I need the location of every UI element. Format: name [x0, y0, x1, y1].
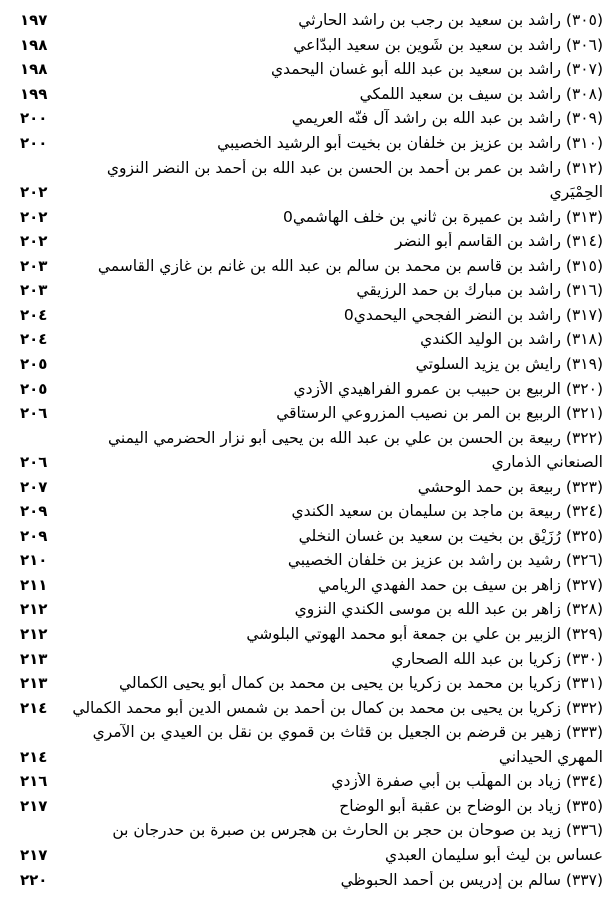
entry-text: (٣٣٤) زياد بن المهلّب بن أبي صفرة الأزدي	[331, 772, 603, 791]
entry-text: (٣١٢) راشد بن عمر بن أحمد بن الحسن بن عبد الله بن أحمد بن النضر النزوي	[106, 158, 603, 177]
index-entry-row	[12, 474, 603, 499]
index-entry-row	[12, 33, 603, 58]
index-entry-row	[12, 843, 603, 868]
page-number: ٢٢٠	[20, 870, 48, 889]
entry-text: (٣٢٠) الربيع بن حبيب بن عمرو الفراهيدي الأزدي	[293, 379, 603, 398]
index-entry-row	[12, 180, 603, 205]
index-entry-row	[12, 622, 603, 647]
index-entry-row	[12, 131, 603, 156]
entry-text: (٣١٦) راشد بن مبارك بن حمد الرزيقي	[356, 281, 603, 300]
index-entry-row	[12, 82, 603, 107]
entry-text: (٣٠٧) راشد بن سعيد بن عبد الله أبو غسان اليحمدي	[271, 60, 603, 79]
index-entry-row	[12, 524, 603, 549]
index-entry-row	[12, 573, 603, 598]
page-number: ٢٠٤	[20, 305, 48, 324]
entry-text: (٣٢٢) ربيعة بن الحسن بن علي بن عبد الله بن يحيى أبو نزار الحضرمي اليمني	[108, 428, 603, 447]
page-number: ٢١٧	[20, 845, 48, 864]
page-number: ٢٠٤	[20, 330, 48, 349]
page-number: ٢٠٢	[20, 207, 48, 226]
page-number: ٢٠٢	[20, 183, 48, 202]
page-number: ٢١١	[20, 575, 48, 594]
entry-text: الحِمْيَري	[549, 183, 603, 202]
page-number: ٢٠٠	[20, 109, 48, 128]
entry-text: (٣١٣) راشد بن عميرة بن ثاني بن خلف الهاشمي0	[283, 207, 603, 226]
page-number: ٢١٢	[20, 600, 48, 619]
entry-text: (٣٢٨) زاهر بن عبد الله بن موسى الكندي النزوي	[294, 600, 603, 619]
page-number: ٢٠٢	[20, 232, 48, 251]
index-entry-row	[12, 278, 603, 303]
index-entry-row	[12, 720, 603, 745]
entry-text: (٣٠٥) راشد بن سعيد بن رجب بن راشد الحارثي	[298, 11, 603, 30]
index-entry-row	[12, 499, 603, 524]
page-number: ١٩٧	[20, 11, 48, 30]
entry-text: (٣٢٧) زاهر بن سيف بن حمد الفهدي الريامي	[318, 575, 603, 594]
page-number: ٢١٣	[20, 674, 48, 693]
entry-text: (٣١٩) رايش بن يزيد السلوتي	[415, 354, 603, 373]
index-entry-row	[12, 106, 603, 131]
page-number: ٢٠٥	[20, 354, 48, 373]
page-number: ٢٠٦	[20, 404, 48, 423]
index-entry-row	[12, 818, 603, 843]
entry-text: (٣٢٩) الزبير بن علي بن جمعة أبو محمد الهوتي البلوشي	[246, 625, 603, 643]
page-number: ١٩٨	[20, 35, 48, 54]
index-entry-row	[12, 327, 603, 352]
index-entry-row	[12, 867, 603, 892]
page-number: ٢١٤	[20, 747, 48, 766]
entry-text: (٣١٨) راشد بن الوليد الكندي	[420, 330, 603, 349]
index-entry-row	[12, 155, 603, 180]
page-number: ٢١٧	[20, 796, 48, 815]
index-entry-row	[12, 425, 603, 450]
page-number: ١٩٩	[20, 84, 48, 103]
index-entry-row	[12, 646, 603, 671]
index-entry-row	[12, 8, 603, 33]
entry-text: (٣٣٠) زكريا بن عبد الله الصحاري	[391, 649, 603, 668]
page-number: ٢١٦	[20, 772, 48, 791]
entry-text: (٣٠٩) راشد بن عبد الله بن راشد آل فنّه العريمي	[291, 109, 603, 128]
index-entry-row	[12, 794, 603, 819]
page-number: ٢٠٩	[20, 502, 48, 521]
index-entry-row	[12, 303, 603, 328]
entry-text: (٣٣٦) زيد بن صوحان بن حجر بن الحارث بن هجرس بن صبرة بن حدرجان بن	[112, 821, 603, 840]
entry-text: (٣٢٤) ربيعة بن ماجد بن سليمان بن سعيد الكندي	[291, 502, 603, 521]
entry-text: (٣٠٦) راشد بن سعيد بن شَوين بن سعيد البدّاعي	[293, 35, 603, 54]
page-number: ٢٠٥	[20, 379, 48, 398]
index-entry-row	[12, 376, 603, 401]
entry-text: (٣٣٢) زكريا بن يحيى بن محمد بن كمال بن أحمد بن شمس الدين أبو محمد الكمالي	[72, 698, 603, 717]
page-number: ٢٠٠	[20, 134, 48, 152]
entry-text: (٣٢٦) رشيد بن راشد بن عزيز بن خلفان الخصيبي	[287, 551, 603, 570]
index-entry-row	[12, 548, 603, 573]
entry-text: (٣١٧) راشد بن النضر الفجحي اليحمدي0	[343, 305, 603, 324]
index-entry-row	[12, 229, 603, 254]
page-number: ٢١٣	[20, 649, 48, 668]
entry-text: الصنعاني الذماري	[491, 453, 603, 472]
entry-text: (٣٢٣) ربيعة بن حمد الوحشي	[417, 477, 603, 496]
entry-text: (٣٢٥) رُزَيْق بن بخيت بن سعيد بن غسان النخلي	[298, 526, 603, 545]
entry-text: (٣٠٨) راشد بن سيف بن سعيد اللمكي	[359, 84, 603, 103]
index-entry-row	[12, 671, 603, 696]
page-number: ١٩٨	[20, 60, 48, 79]
index-entry-row	[12, 450, 603, 475]
page-number: ٢٠٣	[20, 256, 48, 275]
index-entry-row	[12, 401, 603, 426]
page-number: ٢٠٩	[20, 526, 48, 545]
page-number: ٢٠٧	[20, 477, 48, 496]
entry-text: (٣٣٥) زياد بن الوضاح بن عقبة أبو الوضاح	[339, 796, 603, 815]
entry-text: المهري الحيداني	[498, 747, 603, 766]
page-number: ٢١٤	[20, 698, 48, 717]
entry-text: عساس بن ليث أبو سليمان العبدي	[384, 845, 603, 864]
index-entry-row	[12, 57, 603, 82]
entry-text: (٣٢١) الربيع بن المر بن نصيب المزروعي الرستاقي	[276, 404, 603, 423]
index-entry-row	[12, 254, 603, 279]
page-number: ٢٠٦	[20, 453, 48, 472]
index-entry-row	[12, 745, 603, 770]
index-entry-row	[12, 695, 603, 720]
entry-text: (٣١٠) راشد بن عزيز بن خلفان بن بخيت أبو الرشيد الخصيبي	[217, 134, 603, 152]
entry-text: (٣٣٣) زهير بن قرضم بن الجعيل بن قثاث بن قموي بن نقل بن العيدي بن الآمري	[92, 723, 603, 742]
entry-text: (٣٣١) زكريا بن محمد بن زكريا بن يحيى بن محمد بن كمال أبو يحيى الكمالي	[118, 674, 603, 693]
page-number: ٢٠٣	[20, 281, 48, 300]
entry-text: (٣٣٧) سالم بن إدريس بن أحمد الحبوظي	[340, 870, 603, 889]
index-entry-row	[12, 769, 603, 794]
index-entry-row	[12, 204, 603, 229]
page-number: ٢١٠	[20, 551, 48, 570]
entry-text: (٣١٥) راشد بن قاسم بن محمد بن سالم بن عبد الله بن غانم بن غازي القاسمي	[97, 256, 603, 275]
index-entry-row	[12, 597, 603, 622]
index-entry-row	[12, 352, 603, 377]
page-number: ٢١٢	[20, 625, 48, 643]
entry-text: (٣١٤) راشد بن القاسم أبو النضر	[395, 232, 603, 251]
